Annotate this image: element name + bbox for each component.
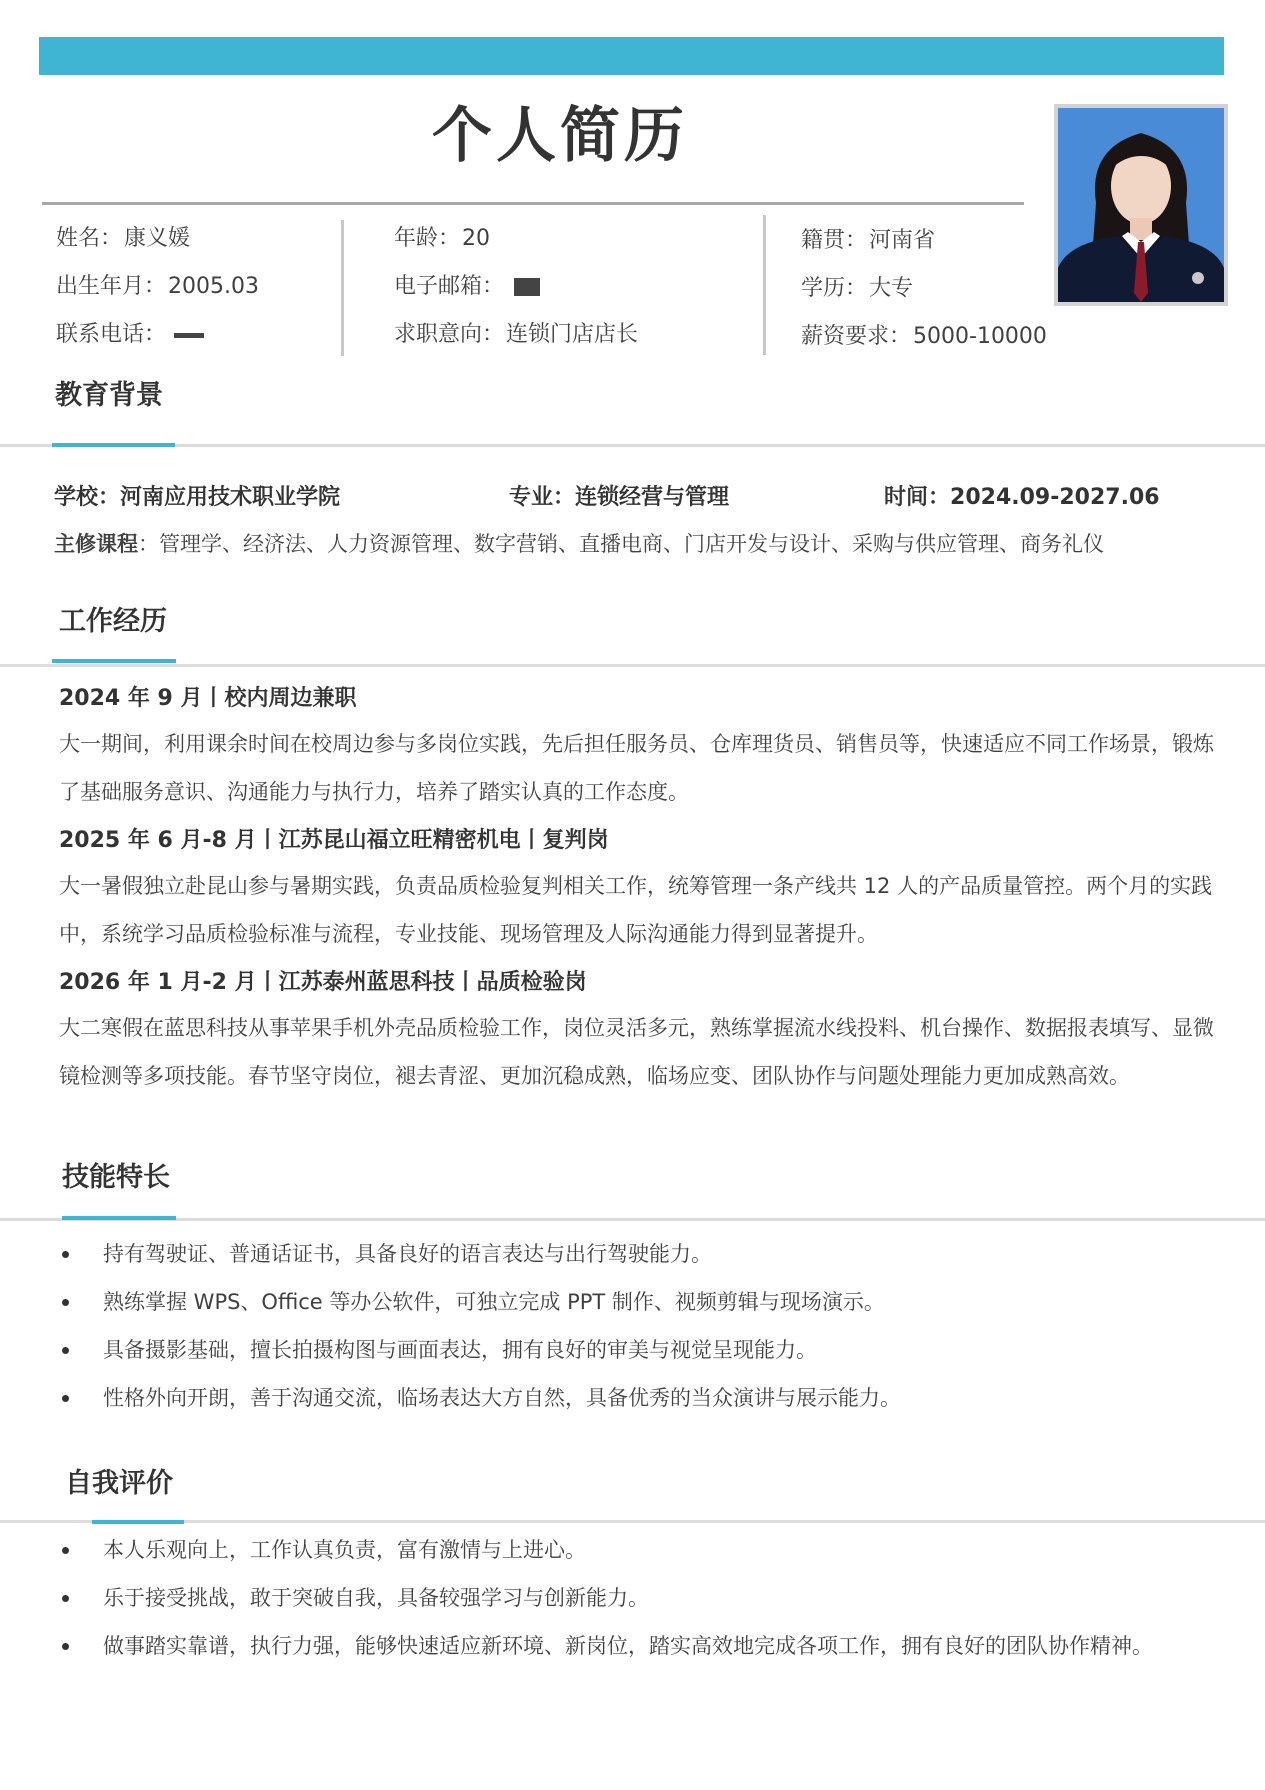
job-description: 大二寒假在蓝思科技从事苹果手机外壳品质检验工作，岗位灵活多元，熟练掌握流水线投料、机台操作、数据报表填写、显微镜检测等多项技能。春节坚守岗位，褪去青涩、更加沉稳成熟，临场应变、团队协作与问题处理能力更加成熟高效。 (59, 1016, 1214, 1088)
section-accent (52, 659, 176, 663)
info-origin: 籍贯：河南省 (801, 228, 936, 253)
section-accent (52, 443, 175, 447)
education-courses: 主修课程：管理学、经济法、人力资源管理、数字营销、直播电商、门店开发与设计、采购与供应管理、商务礼仪 (54, 532, 1104, 556)
list-item: 做事踏实靠谱，执行力强，能够快速适应新环境、新岗位，踏实高效地完成各项工作，拥有良好的团队协作精神。 (58, 1622, 1153, 1670)
list-item: 本人乐观向上，工作认真负责，富有激情与上进心。 (58, 1526, 1153, 1574)
info-name: 姓名：康义媛 (56, 226, 191, 251)
bullet-icon (62, 1251, 69, 1258)
header-accent-bar (39, 37, 1224, 75)
bullet-icon (62, 1299, 69, 1306)
info-age: 年龄：20 (394, 226, 491, 251)
bullet-icon (62, 1595, 69, 1602)
section-title-skills: 技能特长 (62, 1162, 170, 1193)
profile-photo (1054, 104, 1228, 306)
job-heading: 2025 年 6 月-8 月丨江苏昆山福立旺精密机电丨复判岗 (59, 828, 609, 853)
job-heading: 2026 年 1 月-2 月丨江苏泰州蓝思科技丨品质检验岗 (59, 970, 587, 995)
list-item: 熟练掌握 WPS、Office 等办公软件，可独立完成 PPT 制作、视频剪辑与现场演示。 (58, 1278, 901, 1326)
section-title-work: 工作经历 (59, 606, 167, 637)
info-column-divider (341, 220, 344, 356)
info-column-divider (763, 215, 766, 355)
section-title-education: 教育背景 (55, 380, 163, 411)
list-item: 具备摄影基础，擅长拍摄构图与画面表达，拥有良好的审美与视觉呈现能力。 (58, 1326, 901, 1374)
self-evaluation-list (58, 1526, 1153, 1670)
job-heading: 2024 年 9 月丨校内周边兼职 (59, 686, 357, 711)
education-school: 学校：河南应用技术职业学院 (54, 485, 341, 510)
info-salary: 薪资要求：5000-10000 (801, 324, 1047, 349)
skills-list (58, 1230, 901, 1422)
education-time: 时间：2024.09-2027.06 (884, 485, 1160, 510)
redaction-mark (174, 333, 204, 338)
page-title: 个人简历 (432, 101, 688, 171)
education-major: 专业：连锁经营与管理 (509, 485, 730, 510)
info-job-intent: 求职意向：连锁门店店长 (394, 322, 639, 347)
section-accent (62, 1216, 176, 1220)
section-divider (0, 1520, 1265, 1523)
job-description: 大一期间，利用课余时间在校周边参与多岗位实践，先后担任服务员、仓库理货员、销售员等，快速适应不同工作场景，锻炼了基础服务意识、沟通能力与执行力，培养了踏实认真的工作态度。 (59, 732, 1214, 804)
bullet-icon (62, 1347, 69, 1354)
bullet-icon (62, 1547, 69, 1554)
bullet-icon (62, 1395, 69, 1402)
section-divider (0, 444, 1265, 447)
info-birth: 出生年月：2005.03 (56, 274, 259, 299)
section-divider (0, 664, 1265, 667)
bullet-icon (62, 1643, 69, 1650)
job-description: 大一暑假独立赴昆山参与暑期实践，负责品质检验复判相关工作，统筹管理一条产线共 12 人的产品质量管控。两个月的实践中，系统学习品质检验标准与流程，专业技能、现场管理及人际沟通能力得到显著提升。 (59, 874, 1213, 946)
redaction-mark (514, 278, 540, 296)
list-item: 乐于接受挑战，敢于突破自我，具备较强学习与创新能力。 (58, 1574, 1153, 1622)
info-education: 学历：大专 (801, 276, 914, 301)
list-item: 持有驾驶证、普通话证书，具备良好的语言表达与出行驾驶能力。 (58, 1230, 901, 1278)
section-title-self-evaluation: 自我评价 (65, 1468, 173, 1499)
info-email: 电子邮箱： (394, 272, 540, 302)
section-accent (92, 1520, 184, 1524)
info-phone: 联系电话： (56, 320, 204, 350)
list-item: 性格外向开朗，善于沟通交流，临场表达大方自然，具备优秀的当众演讲与展示能力。 (58, 1374, 901, 1422)
section-divider (0, 1218, 1265, 1221)
title-divider (42, 202, 1024, 205)
